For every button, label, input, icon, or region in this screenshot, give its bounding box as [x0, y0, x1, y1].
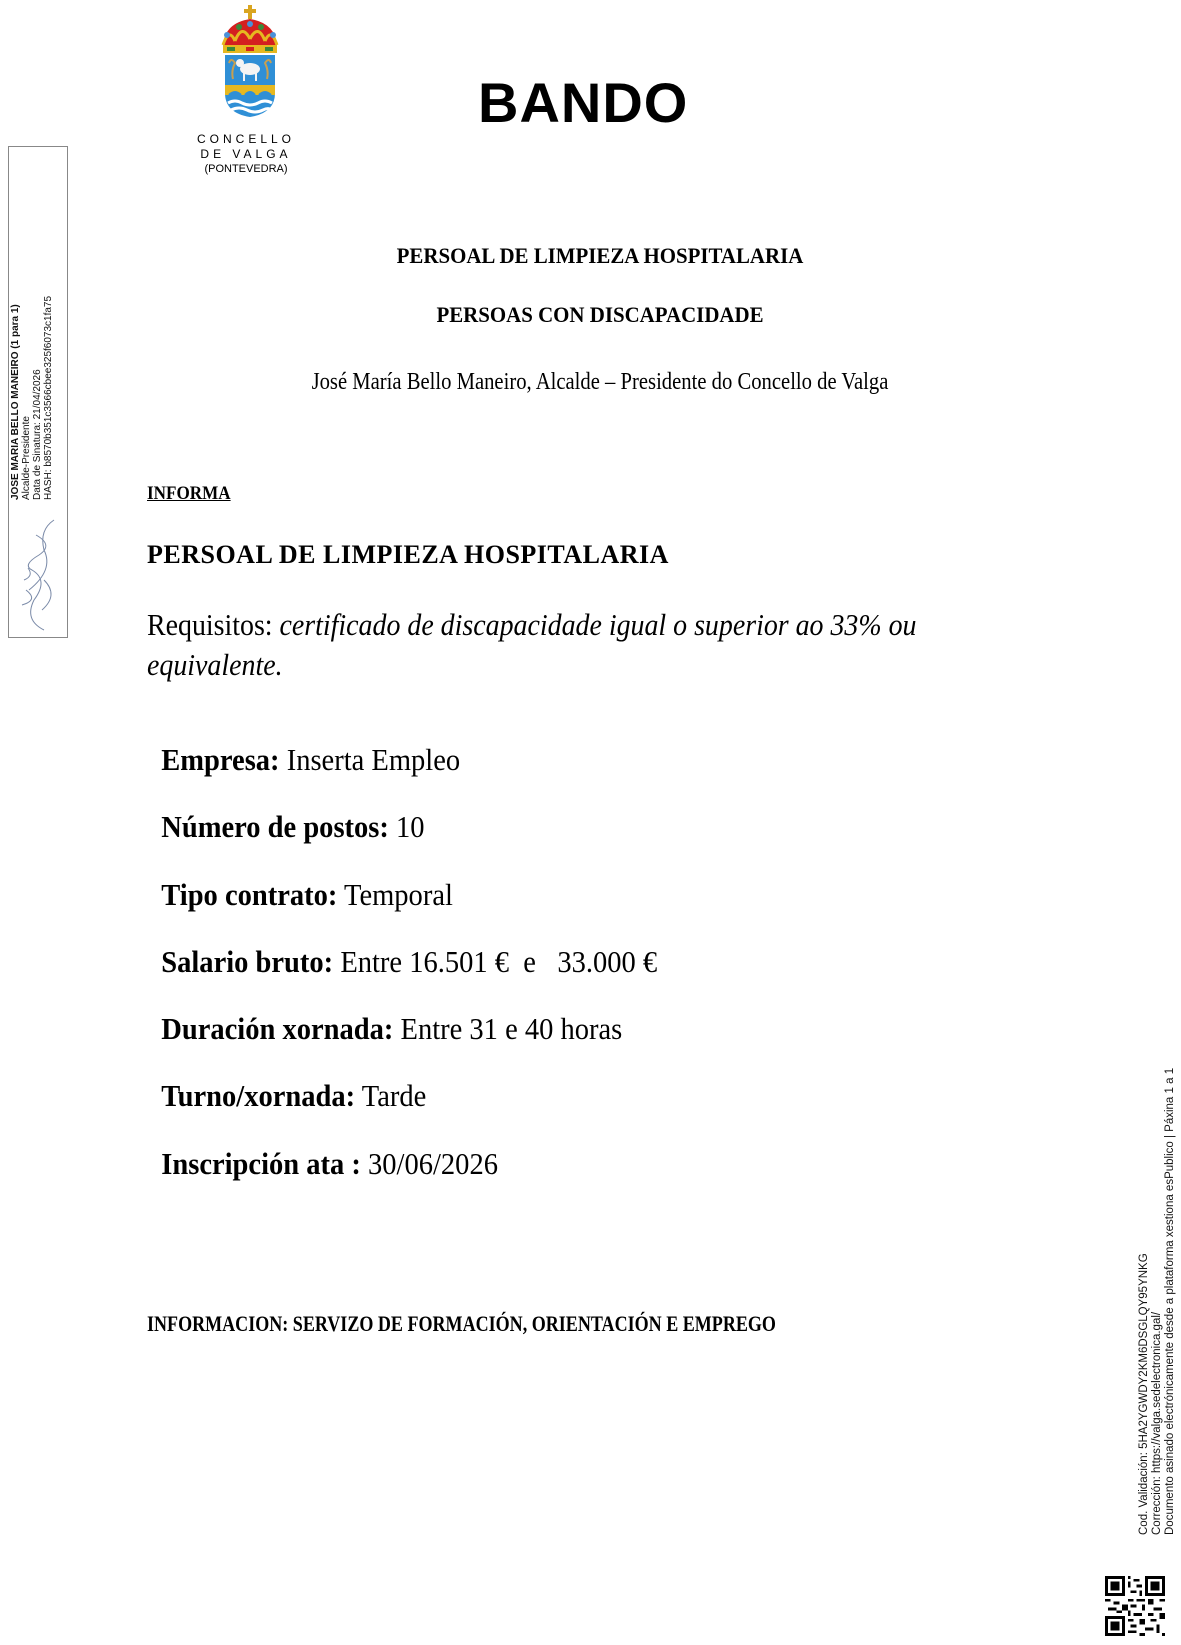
- field-salario: [147, 908, 657, 980]
- validation-code: Cod. Validación: 5HA2YGWDY2KM6DSGLQY95YNKG: [1138, 1253, 1150, 1535]
- field-duracion: [147, 975, 622, 1047]
- qr-code-icon: [1105, 1575, 1165, 1637]
- requirements-label: Requisitos:: [147, 607, 273, 642]
- footer-information: INFORMACION: SERVIZO DE FORMACIÓN, ORIENTACIÓN E EMPREGO: [147, 1311, 776, 1336]
- field-label: Turno/xornada:: [161, 1078, 356, 1113]
- field-empresa: [147, 706, 460, 778]
- field-value: Entre 31 e 40 horas: [400, 1011, 623, 1046]
- field-label: Empresa:: [161, 742, 280, 777]
- field-value: Temporal: [344, 877, 453, 912]
- signature-date: Data de Sinatura: 21/04/2026: [32, 369, 43, 500]
- job-title: PERSOAL DE LIMPIEZA HOSPITALARIA: [147, 540, 669, 569]
- coat-of-arms-logo: [215, 5, 285, 120]
- org-line-3: (PONTEVEDRA): [204, 163, 288, 175]
- field-contrato: [147, 841, 453, 913]
- org-line-1: CONCELLO: [196, 132, 296, 146]
- field-label: Número de postos:: [161, 809, 389, 844]
- mayor-line: José María Bello Maneiro, Alcalde – Presidente do Concello de Valga: [311, 369, 889, 395]
- field-value: Entre 16.501 € e 33.000 €: [340, 944, 658, 979]
- organization-name: [186, 132, 306, 177]
- field-value: 10: [396, 809, 425, 844]
- requirements-value: certificado de discapacidade igual o superior ao 33% ou equivalente.: [147, 607, 917, 682]
- platform-notice: Documento asinado electrónicamente desde a plataforma xestiona esPublico | Páxina 1 a 1: [1164, 1067, 1176, 1535]
- field-postos: [147, 773, 425, 845]
- signer-role: Alcalde-Presidente: [21, 416, 32, 500]
- handwritten-signature-icon: [14, 510, 66, 635]
- signer-name: JOSE MARIA BELLO MANEIRO (1 para 1): [10, 304, 21, 500]
- field-label: Salario bruto:: [161, 944, 334, 979]
- verification-url: Corrección: https://valga.sedelectronica.gal/: [1151, 1311, 1163, 1535]
- field-value: Tarde: [361, 1078, 427, 1113]
- requirements: [147, 605, 939, 685]
- informa-label: INFORMA: [147, 483, 231, 504]
- heading-position: PERSOAL DE LIMPIEZA HOSPITALARIA: [396, 243, 804, 268]
- validation-info: [1138, 1068, 1177, 1535]
- org-line-2: DE VALGA: [200, 147, 292, 161]
- field-label: Inscripción ata :: [161, 1146, 361, 1181]
- field-value: 30/06/2026: [368, 1146, 498, 1181]
- signature-hash: HASH: b8570b351c3566cbee325f6073c1fa75: [43, 295, 54, 500]
- field-label: Tipo contrato:: [161, 877, 338, 912]
- field-value: Inserta Empleo: [286, 742, 461, 777]
- field-inscripcion: [147, 1110, 498, 1182]
- document-title: BANDO: [478, 71, 689, 134]
- field-turno: [147, 1042, 426, 1114]
- field-label: Duración xornada:: [161, 1011, 394, 1046]
- heading-group: PERSOAS CON DISCAPACIDADE: [436, 302, 764, 327]
- signature-stamp-text: [10, 296, 54, 500]
